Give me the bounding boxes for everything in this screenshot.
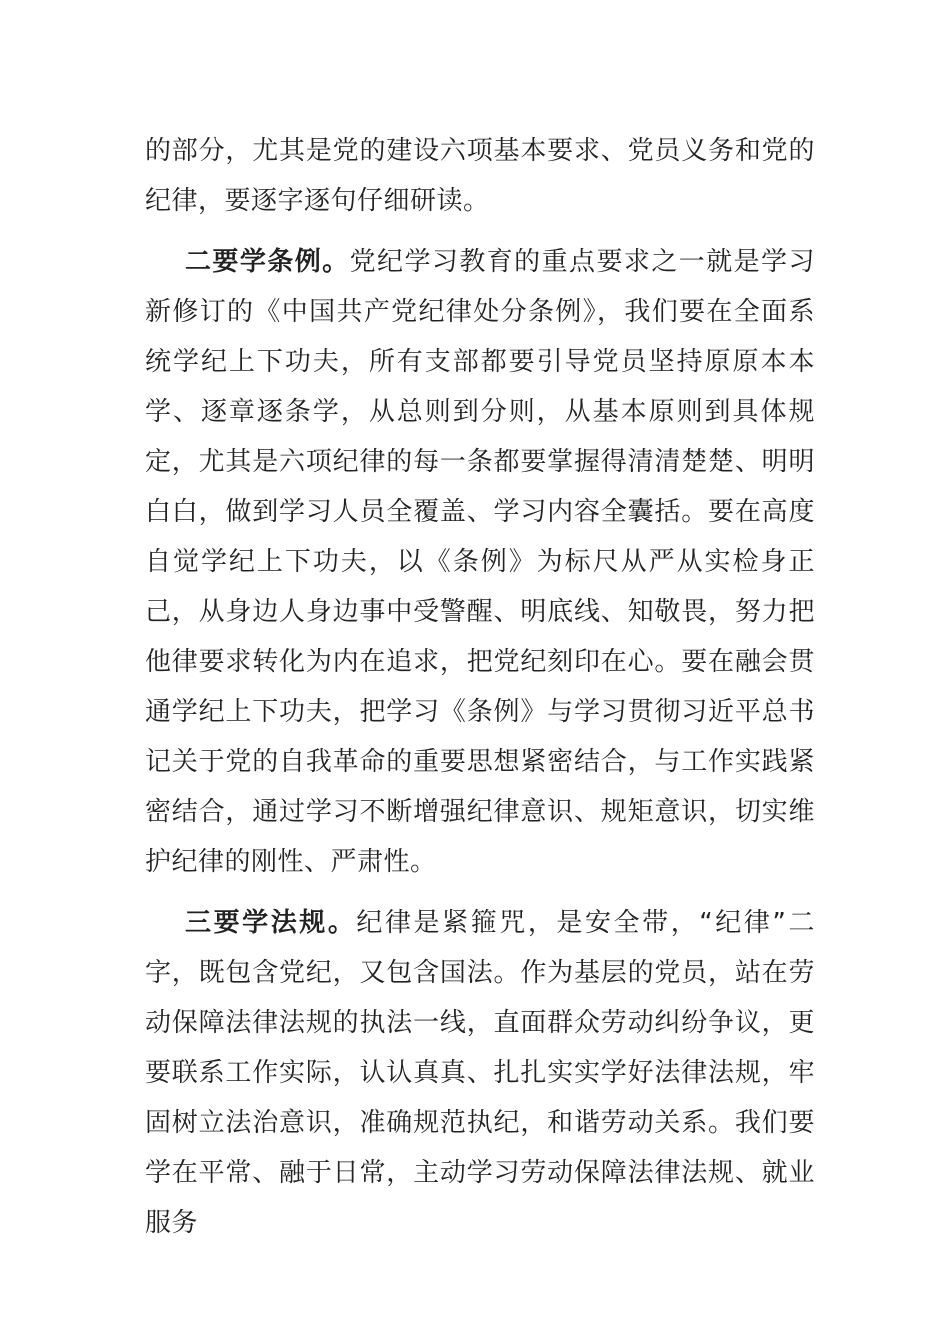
document-page bbox=[145, 126, 815, 1248]
paragraph-2-text: 党纪学习教育的重点要求之一就是学习新修订的《中国共产党纪律处分条例》，我们要在全面系统学纪上下功夫，所有支部都要引导党员坚持原原本本学、逐章逐条学，从总则到分则，从基本原则到具体规定，尤其是六项纪律的每一条都要掌握得清清楚楚、明明白白，做到学习人员全覆盖、学习内容全囊括。要在高度自觉学纪上下功夫，以《条例》为标尺从严从实检身正己，从身边人身边事中受警醒、明底线、知敬畏，努力把他律要求转化为内在追求，把党纪刻印在心。要在融会贯通学纪上下功夫，把学习《条例》与学习贯彻习近平总书记关于党的自我革命的重要思想紧密结合，与工作实践紧密结合，通过学习不断增强纪律意识、规矩意识，切实维护纪律的刚性、严肃性。 bbox=[145, 247, 815, 877]
paragraph-3-heading: 三要学法规。 bbox=[185, 908, 357, 938]
paragraph-1-text: 的部分，尤其是党的建设六项基本要求、党员义务和党的纪律，要逐字逐句仔细研读。 bbox=[145, 136, 815, 216]
paragraph-regulations bbox=[145, 237, 815, 887]
paragraph-3-text: 纪律是紧箍咒，是安全带，“纪律”二字，既包含党纪，又包含国法。作为基层的党员，站在劳动保障法律法规的执法一线，直面群众劳动纠纷争议，更要联系工作实际，认认真真、扎扎实实学好法律法规，牢固树立法治意识，准确规范执纪，和谐劳动关系。我们要学在平常、融于日常，主动学习劳动保障法律法规、就业服务 bbox=[145, 908, 815, 1238]
paragraph-continuation bbox=[145, 126, 815, 226]
paragraph-2-heading: 二要学条例。 bbox=[185, 247, 350, 277]
paragraph-laws bbox=[145, 898, 815, 1248]
